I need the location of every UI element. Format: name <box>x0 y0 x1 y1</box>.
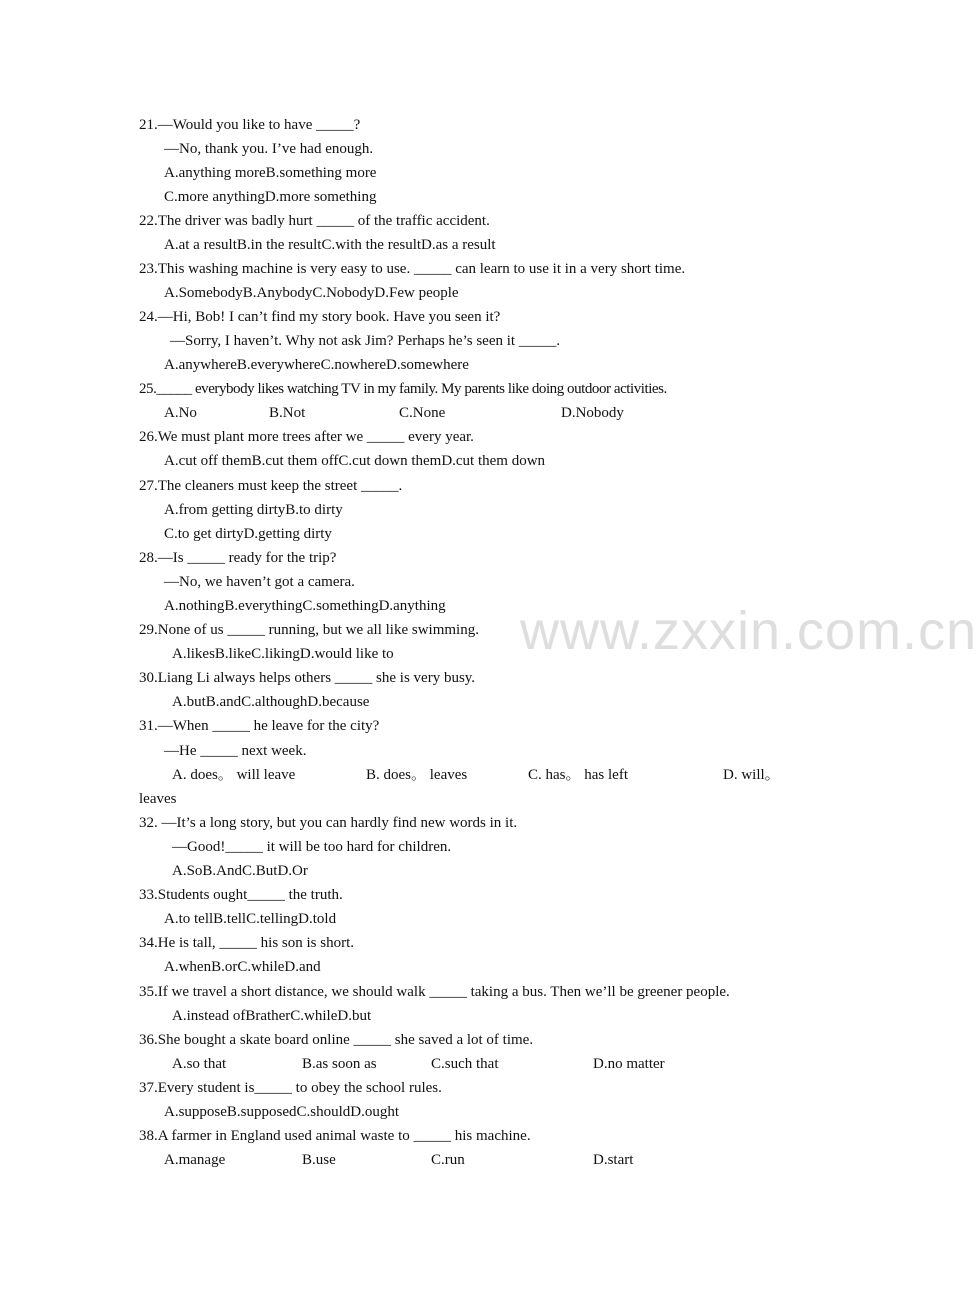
question-31-reply: —He _____ next week. <box>164 743 307 759</box>
question-38-option-b: B.use <box>302 1152 336 1168</box>
question-36-option-b: B.as soon as <box>302 1056 377 1072</box>
question-31-option-c: C. has。 has left <box>528 767 628 783</box>
question-21-options-ab: A.anything moreB.something more <box>164 165 377 181</box>
question-21-stem: 21.—Would you like to have _____? <box>139 117 361 133</box>
question-34-options: A.whenB.orC.whileD.and <box>164 959 321 975</box>
question-35-options: A.instead ofBratherC.whileD.but <box>172 1008 372 1024</box>
question-27-stem: 27.The cleaners must keep the street _____. <box>139 478 403 494</box>
question-27-options-ab: A.from getting dirtyB.to dirty <box>164 502 343 518</box>
question-23-stem: 23.This washing machine is very easy to use. _____ can learn to use it in a very short time. <box>139 261 686 277</box>
question-25-option-a: A.No <box>164 405 197 421</box>
question-26-options: A.cut off themB.cut them offC.cut down themD.cut them down <box>164 453 546 469</box>
question-37-options: A.supposeB.supposedC.shouldD.ought <box>164 1104 400 1120</box>
question-31-option-b: B. does。 leaves <box>366 767 468 783</box>
question-25-option-c: C.None <box>399 405 446 421</box>
question-30-stem: 30.Liang Li always helps others _____ she is very busy. <box>139 670 476 686</box>
question-31-option-d-wrap: leaves <box>139 791 177 807</box>
question-31-stem: 31.—When _____ he leave for the city? <box>139 718 380 734</box>
question-32-reply: —Good!_____ it will be too hard for children. <box>172 839 452 855</box>
question-21-reply: —No, thank you. I’ve had enough. <box>164 141 374 157</box>
question-34-stem: 34.He is tall, _____ his son is short. <box>139 935 355 951</box>
question-38-stem: 38.A farmer in England used animal waste to _____ his machine. <box>139 1128 531 1144</box>
question-28-reply: —No, we haven’t got a camera. <box>164 574 355 590</box>
question-32-stem: 32. —It’s a long story, but you can hardly find new words in it. <box>139 815 518 831</box>
question-36-option-c: C.such that <box>431 1056 499 1072</box>
question-25-option-b: B.Not <box>269 405 306 421</box>
question-28-options: A.nothingB.everythingC.somethingD.anything <box>164 598 446 614</box>
question-35-stem: 35.If we travel a short distance, we should walk _____ taking a bus. Then we’ll be greener people. <box>139 984 730 1000</box>
question-36-stem: 36.She bought a skate board online _____ she saved a lot of time. <box>139 1032 534 1048</box>
question-38-option-a: A.manage <box>164 1152 226 1168</box>
question-33-options: A.to tellB.tellC.tellingD.told <box>164 911 337 927</box>
question-38-option-d: D.start <box>593 1152 634 1168</box>
question-24-options: A.anywhereB.everywhereC.nowhereD.somewhere <box>164 357 469 373</box>
question-31-option-d: D. will。 <box>723 767 780 783</box>
question-31-option-a: A. does。 will leave <box>172 767 296 783</box>
question-33-stem: 33.Students ought_____ the truth. <box>139 887 343 903</box>
question-21-options-cd: C.more anythingD.more something <box>164 189 377 205</box>
question-30-options: A.butB.andC.althoughD.because <box>172 694 370 710</box>
question-24-stem: 24.—Hi, Bob! I can’t find my story book. Have you seen it? <box>139 309 501 325</box>
question-38-option-c: C.run <box>431 1152 465 1168</box>
question-28-stem: 28.—Is _____ ready for the trip? <box>139 550 337 566</box>
question-22-options: A.at a resultB.in the resultC.with the resultD.as a result <box>164 237 496 253</box>
question-29-options: A.likesB.likeC.likingD.would like to <box>172 646 394 662</box>
question-29-stem: 29.None of us _____ running, but we all like swimming. <box>139 622 479 638</box>
question-36-option-a: A.so that <box>172 1056 227 1072</box>
question-36-option-d: D.no matter <box>593 1056 665 1072</box>
question-37-stem: 37.Every student is_____ to obey the school rules. <box>139 1080 442 1096</box>
question-26-stem: 26.We must plant more trees after we _____ every year. <box>139 429 474 445</box>
question-25-option-d: D.Nobody <box>561 405 624 421</box>
watermark: www.zxxin.com.cn <box>520 601 977 661</box>
question-24-reply: —Sorry, I haven’t. Why not ask Jim? Perhaps he’s seen it _____. <box>170 333 561 349</box>
question-25-stem: 25._____ everybody likes watching TV in my family. My parents like doing outdoor activities. <box>139 381 667 397</box>
question-32-options: A.SoB.AndC.ButD.Or <box>172 863 308 879</box>
question-23-options: A.SomebodyB.AnybodyC.NobodyD.Few people <box>164 285 459 301</box>
question-27-options-cd: C.to get dirtyD.getting dirty <box>164 526 332 542</box>
question-22-stem: 22.The driver was badly hurt _____ of the traffic accident. <box>139 213 490 229</box>
